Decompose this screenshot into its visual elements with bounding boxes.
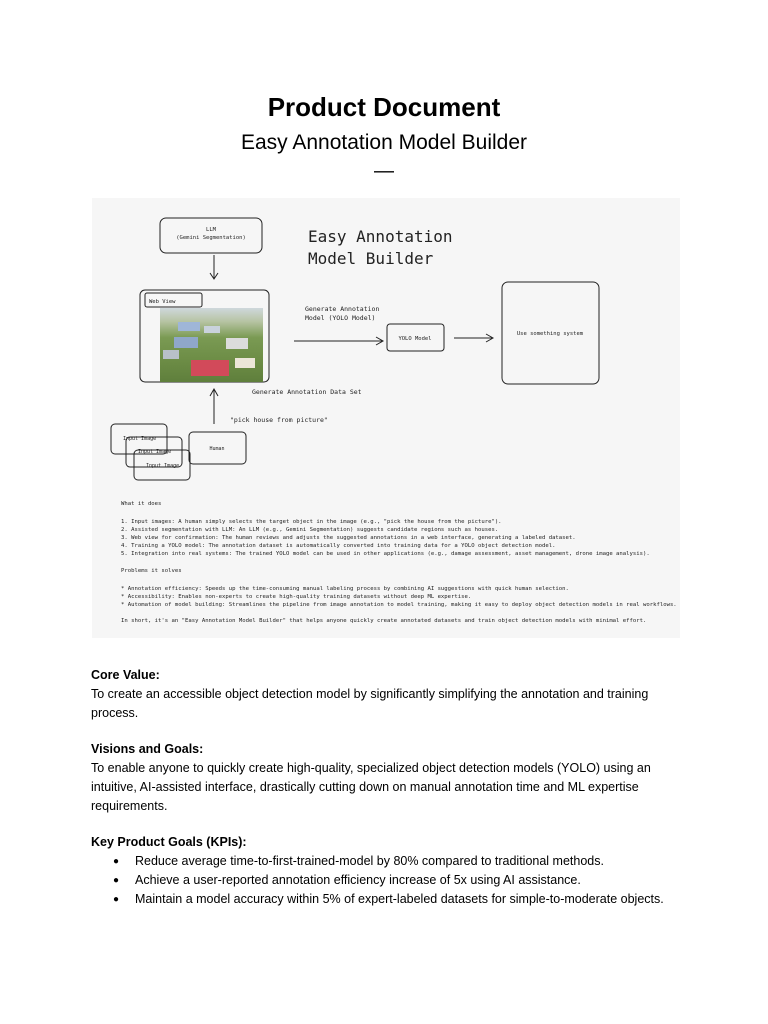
problems-item: * Accessibility: Enables non-experts to create high-quality training datasets without deep ML expertise. [121,594,472,600]
concept-sketch-figure [92,198,680,638]
kpi-item: ● Reduce average time-to-first-trained-model by 80% compared to traditional methods. [91,852,681,871]
kpi-section [91,833,681,909]
kpi-item: ● Maintain a model accuracy within 5% of expert-labeled datasets for simple-to-moderate objects. [91,890,681,909]
sketch-heading-line1: Easy Annotation [308,227,453,246]
kpi-list [91,852,681,909]
kpi-heading: Key Product Goals (KPIs): [91,835,247,849]
vision-text: To enable anyone to quickly create high-quality, specialized object detection models (YOLO) using an intuitive, AI-assisted interface, drastically cutting down on manual annotation time and ML expertise requirements. [91,761,651,813]
aerial-houses-photo [160,308,263,382]
problems-heading: Problems it solves [121,568,182,574]
human-label: Human [209,446,225,452]
llm-label: LLM [206,227,216,233]
what-it-does-heading: What it does [121,501,162,507]
vision-section [91,740,681,816]
vision-heading: Visions and Goals: [91,742,204,756]
use-system-label: Use something system [516,331,584,337]
sketch-heading-line2: Model Builder [308,249,434,268]
generate-model-label-line2: Model (YOLO Model) [305,314,376,322]
document-subtitle: Easy Annotation Model Builder [240,131,527,154]
llm-sublabel: (Gemini Segmentation) [176,235,246,241]
title-divider: — [374,160,394,182]
yolo-model-label: YOLO Model [398,336,432,342]
what-it-does-item: 3. Web view for confirmation: The human reviews and adjusts the suggested annotations in a web interface, generating a labeled dataset. [121,535,576,541]
input-image-label-1: Input Image [123,436,157,442]
core-value-heading: Core Value: [91,668,160,682]
input-image-label-2: Input Image [138,449,172,455]
generate-dataset-label: Generate Annotation Data Set [252,388,362,396]
core-value-section [91,666,681,723]
kpi-item: ● Achieve a user-reported annotation efficiency increase of 5x using AI assistance. [91,871,681,890]
document-title: Product Document [267,92,501,122]
problems-item: * Automation of model building: Streamlines the pipeline from image annotation to model training, making it easy to deploy object detection models in real workflows. [121,602,677,608]
concept-sketch-diagram [92,198,680,638]
pick-house-prompt: "pick house from picture" [230,416,328,424]
what-it-does-item: 4. Training a YOLO model: The annotation dataset is automatically converted into training data for a YOLO object detection model. [121,543,556,549]
what-it-does-item: 2. Assisted segmentation with LLM: An LLM (e.g., Gemini Segmentation) suggests candidate regions such as houses. [121,527,499,533]
generate-model-label-line1: Generate Annotation [305,305,380,313]
input-image-label-3: Input Image [146,463,180,469]
core-value-text: To create an accessible object detection model by significantly simplifying the annotation and training process. [91,687,649,720]
what-it-does-item: 1. Input images: A human simply selects the target object in the image (e.g., "pick the house from the picture"). [121,519,502,525]
problems-item: * Annotation efficiency: Speeds up the time-consuming manual labeling process by combining AI suggestions with quick human selection. [121,586,569,592]
web-view-label: Web View [149,299,176,305]
sketch-summary: In short, it's an "Easy Annotation Model Builder" that helps anyone quickly create annotated datasets and train object detection models with minimal effort. [121,618,647,624]
what-it-does-item: 5. Integration into real systems: The trained YOLO model can be used in other applications (e.g., damage assessment, asset management, drone image analysis). [121,551,650,557]
